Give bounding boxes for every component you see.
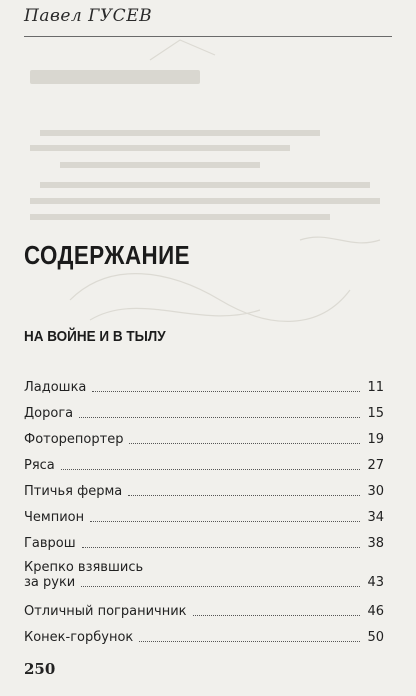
toc-entry[interactable]: [24, 484, 384, 499]
toc-entry-title: Птичья ферма: [24, 484, 123, 499]
leader-dots: [81, 585, 360, 587]
part-title: НА ВОЙНЕ И В ТЫЛУ: [24, 328, 166, 345]
leader-dots: [92, 390, 360, 392]
running-head: [24, 6, 152, 26]
toc-entry-page: 38: [367, 536, 384, 551]
toc-entry[interactable]: [24, 560, 384, 590]
toc-entry[interactable]: [24, 536, 384, 551]
leader-dots: [129, 442, 360, 444]
leader-dots: [128, 494, 360, 496]
toc-entry-page: 19: [367, 432, 384, 447]
toc-entry[interactable]: [24, 406, 384, 421]
leader-dots: [82, 546, 360, 548]
toc-entry-page: 50: [367, 630, 384, 645]
toc-entry-title: Конек-горбунок: [24, 630, 134, 645]
page-number: 250: [24, 660, 56, 678]
toc-entry-page: 46: [367, 604, 384, 619]
toc-entry-page: 11: [367, 380, 384, 395]
toc-entry-title: Ряса: [24, 458, 55, 473]
toc-entry-page: 27: [367, 458, 384, 473]
running-head-text: Павел ГУСЕВ: [24, 6, 153, 26]
toc-entry-title: Отличный пограничник: [24, 604, 187, 619]
leader-dots: [139, 640, 360, 642]
leader-dots: [193, 614, 360, 616]
toc-entry[interactable]: [24, 458, 384, 473]
toc-entry[interactable]: [24, 630, 384, 645]
toc-entry-title: Гаврош: [24, 536, 76, 551]
leader-dots: [79, 416, 360, 418]
toc-entry-title: Фоторепортер: [24, 432, 124, 447]
header-rule: [24, 36, 392, 37]
toc-entry-line2: [24, 575, 384, 590]
toc-entry[interactable]: [24, 510, 384, 525]
leader-dots: [90, 520, 360, 522]
toc-entry[interactable]: [24, 380, 384, 395]
toc-entry-title: Чемпион: [24, 510, 85, 525]
contents-title: СОДЕРЖАНИЕ: [24, 240, 190, 270]
toc-entry[interactable]: [24, 604, 384, 619]
toc-entry-title-line1: Крепко взявшись: [24, 560, 144, 575]
toc-entry-title: Ладошка: [24, 380, 87, 395]
toc-entry-page: 43: [367, 575, 384, 590]
leader-dots: [61, 468, 360, 470]
toc-entry-title-line2: за руки: [24, 575, 76, 590]
toc-entry-page: 15: [367, 406, 384, 421]
toc-entry-title: Дорога: [24, 406, 74, 421]
toc-entry-page: 30: [367, 484, 384, 499]
toc-entry[interactable]: [24, 432, 384, 447]
toc-entry-page: 34: [367, 510, 384, 525]
